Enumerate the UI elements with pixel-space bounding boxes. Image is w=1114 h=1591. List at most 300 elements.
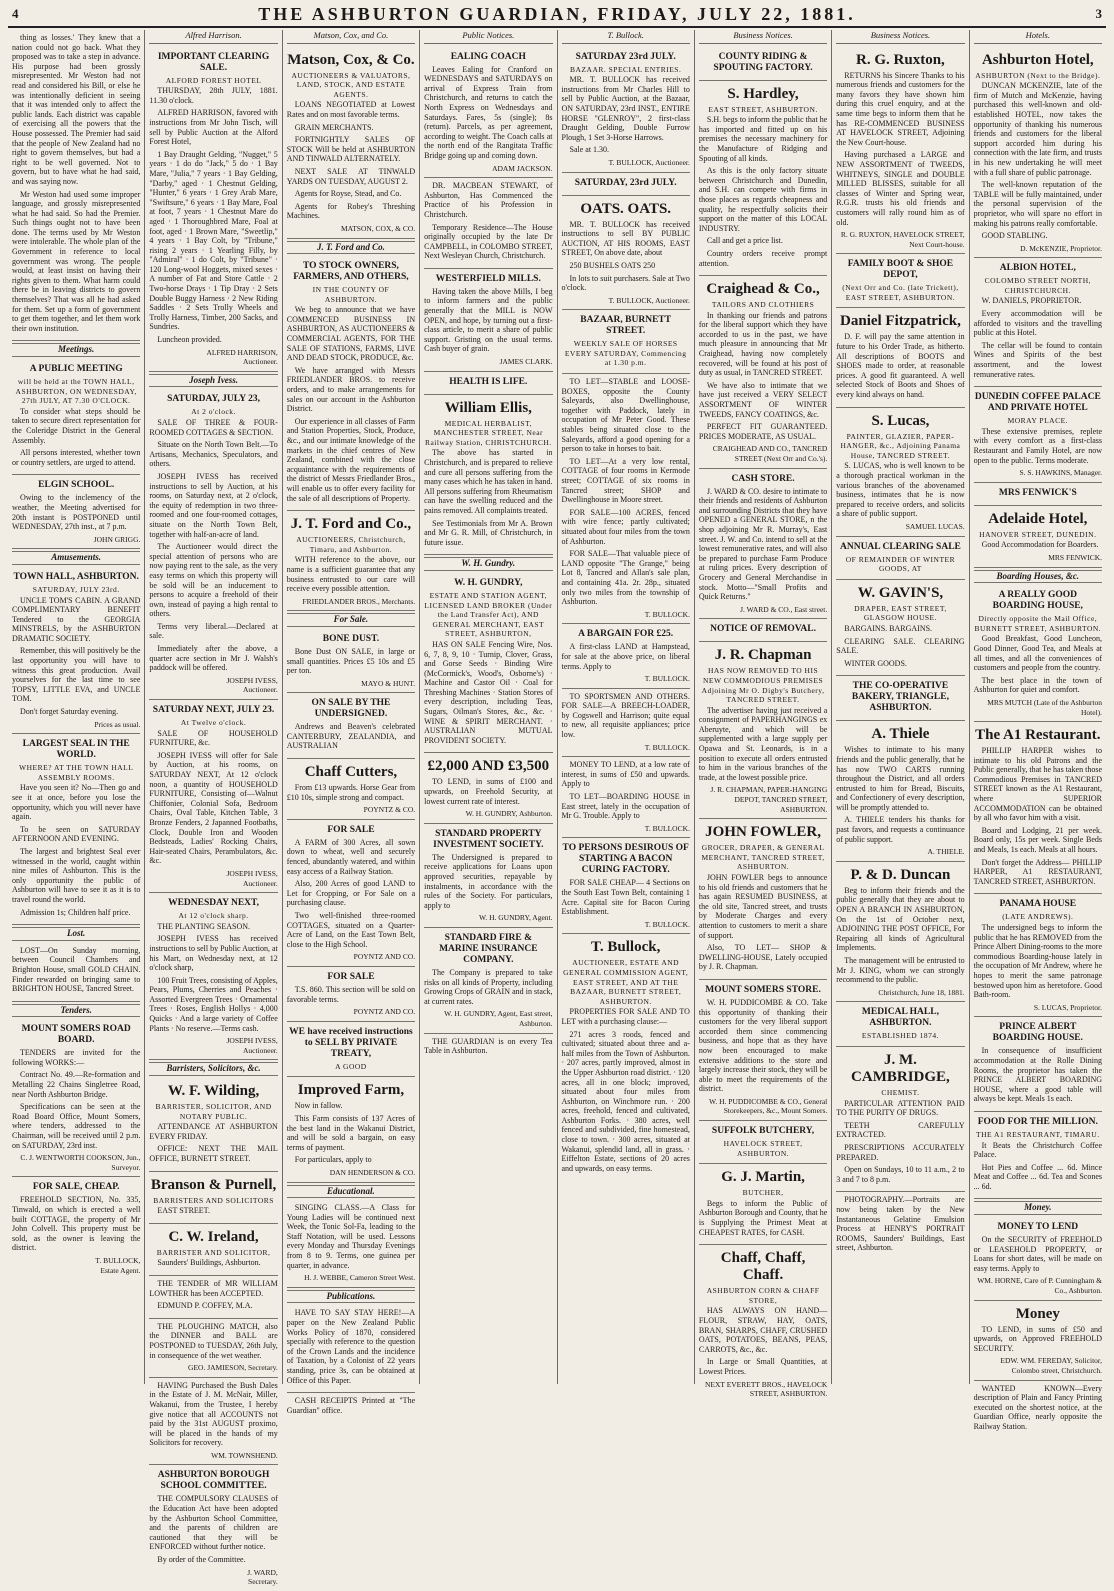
ad-signature [287,597,415,607]
ad-heading: TOWN HALL, ASHBURTON. [13,571,139,582]
ad-paragraph: From £13 upwards. Horse Gear from £10 10s, simple strong and compact. [286,783,416,802]
signature-line: EDW. WM. FEREDAY, Solicitor, Colombo street, Christchurch. [1000,1356,1102,1375]
signature-line: WM. HORNE, Care of P. Cunningham & Co., Ashburton. [977,1276,1102,1296]
advertisement [149,1172,277,1224]
ad-paragraph: THE TENDER of MR WILLIAM LOWTHER has been ACCEPTED. [149,1278,278,1298]
signature-line: JOHN GRIGG. [93,534,141,544]
ad-paragraph: Situate on the North Town Belt.—To Artisans, Mechanics, Speculators, and others. [149,440,278,469]
ad-body [699,1199,827,1237]
advertisement [699,47,827,81]
ad-signature [974,1276,1102,1295]
ad-heading: William Ellis, [444,399,532,416]
ad-subheading: WHERE? AT THE TOWN HALL ASSEMBLY ROOMS. [19,763,134,782]
signature-line: POYNTZ AND CO. [353,1007,416,1017]
ad-paragraph: TEETH CAREFULLY EXTRACTED. [836,1120,965,1140]
ad-body [836,461,964,519]
ad-heading: MONEY TO LEND [997,1222,1079,1233]
ad-paragraph: THE PLOUGHING MATCH, also the DINNER and BALL are POSTPONED to TUESDAY, 26th July, in consequence of the wet weather. [149,1321,278,1360]
ad-heading: Ashburton Hotel, [981,51,1094,68]
ad-paragraph: The above has started in Christchurch, and is prepared to relieve and cure all persons suffering from the many cases which he has taken in hand. All persons suffering from Rheumatism can have the swelling reduced and the pains removed. All complaints treated. [424,448,553,515]
ad-body [12,596,140,717]
ad-paragraph: NEXT SALE AT TINWALD YARDS ON TUESDAY, AUGUST 2. [286,166,416,186]
advertisement [424,928,552,1034]
advertisement [12,943,140,1002]
ad-paragraph: S.H. begs to inform the public that he has imported and fitted up on his premises the necessary machinery for the Manufacture of Ridging and Spouting of all kinds. [698,115,828,163]
ad-body [699,706,827,783]
ad-heading: NOTICE OF REMOVAL. [710,624,816,635]
ad-signature [699,444,827,463]
ad-paragraph: By order of the Committee. [157,1555,246,1565]
ad-paragraph: Having taken the above Mills, I beg to inform farmers and the public generally that the MILL is NOW OPEN, and hope, by turning out a first-class article, to merit a share of public support. Gristing on the usual terms. Cash buyer of grain. [424,286,553,354]
ad-heading: J. T. Ford and Co., [290,516,412,533]
ad-paragraph: TO SPORTSMEN AND OTHERS. FOR SALE—A BREECH-LOADER, by Cogswell and Harrison; quite equal to new, all requisite appliances; price low. [561,691,690,740]
signature-line: MAYO & HUNT. [361,678,416,688]
advertisement [424,47,552,179]
ad-heading: Branson & Purnell, [150,1176,277,1193]
signature-line: T. BULLOCK. [644,609,690,619]
signature-line: ALFRED HARRISON, [206,347,278,357]
section-heading: Boarding Houses, &c. [974,570,1102,584]
ad-paragraph: We have arranged with Messrs FRIEDLANDER BROS. to receive orders, and to make arrangements for sales on our account in the Ashburton District. [286,365,416,414]
ad-paragraph: In lots to suit purchasers. Sale at Two o'clock. [561,273,690,293]
ad-body [149,729,277,866]
ad-paragraph: Leaves Ealing for Cranford on WEDNESDAYS and SATURDAYS on arrival of Express Train from Christchurch, and returns to catch the North Express on Wednesdays and Saturdays. Fares, 5s (single); 8s (return). Parcels, as per agreement, according to weight. The Coach calls at the north end of the Rangitata Traffic Bridge going up and coming down. [424,64,553,160]
advertisement [287,759,415,820]
ad-subheading: At 12 o'clock sharp. [178,911,249,921]
ad-paragraph: PARTICULAR ATTENTION PAID TO THE PURITY OF DRUGS. [836,1098,965,1118]
ad-signature [12,720,140,730]
ad-paragraph: GOOD STABLING. [981,231,1048,241]
ad-body [974,296,1102,379]
advertisement [974,47,1102,259]
ad-paragraph: Luncheon provided. [157,335,222,345]
ad-signature [424,1009,552,1028]
signature-line: DAN HENDERSON & CO. [329,1167,416,1177]
ad-body [287,100,415,221]
ad-subheading: ESTATE AND STATION AGENT, LICENSED LAND BROKER (Under the Land Transfer Act), AND GENERAL MERCHANT, EAST STREET, ASHBURTON, [424,590,553,639]
column-5 [558,30,695,1384]
ad-heading: MOUNT SOMERS ROAD BOARD. [21,1024,131,1046]
ad-paragraph: WINTER GOODS. [844,658,907,668]
signature-line: Prices as usual. [94,719,141,729]
ad-heading: Adelaide Hotel, [988,510,1088,527]
ad-heading: TO STOCK OWNERS, FARMERS, AND OTHERS, [293,261,409,283]
ad-heading: HEALTH IS LIFE. [449,376,528,387]
ad-paragraph: Contract No. 49.—Re-formation and Metalling 22 Chains Singletree Road, near North Ashburton Bridge. [12,1070,141,1099]
ad-body [424,181,552,261]
ad-subheading: MEDICAL HERBALIST, MANCHESTER STREET, Near Railway Station, CHRISTCHURCH. [424,418,552,447]
ad-body [974,923,1102,1000]
signature-line: JAMES CLARK. [499,357,553,367]
signature-line: J. R. CHAPMAN, PAPER-HANGING DEPOT, TANCRED STREET, ASHBURTON. [710,785,828,814]
column-2 [145,30,282,1587]
ad-paragraph: DR. MACBEAN STEWART, of Ashburton, Has Commenced the Practice of his Profession in Christchurch. [424,181,553,219]
ad-heading: C. W. Ireland, [168,1228,259,1245]
signature-line: T. BULLOCK. [644,742,690,752]
ad-signature [562,824,690,834]
ad-paragraph: Country orders receive prompt attention. [698,248,828,268]
ad-signature [974,1356,1102,1375]
ad-paragraph: TO LEND, in sums of £50 and upwards, on Approved FREEHOLD SECURITY. [973,1324,1102,1353]
ad-body [562,1007,690,1173]
newspaper-title: THE ASHBURTON GUARDIAN, FRIDAY, JULY 22, 1881. [258,4,856,24]
ad-paragraph: In Large or Small Quantities, at Lowest Prices. [698,1357,828,1376]
advertisement [974,506,1102,568]
ad-paragraph: Good Accommodation for Boarders. [981,540,1099,550]
signature-line: CRAIGHEAD AND CO., TANCRED STREET (Next Orr and Co.'s). [712,444,828,463]
ad-signature [149,676,277,695]
ad-body [974,1046,1102,1104]
advertisement [12,359,140,475]
ad-body [149,1122,277,1163]
ad-heading: PANAMA HOUSE [999,899,1077,910]
signature-line: SAMUEL LUCAS. [905,521,965,531]
ad-heading: IMPORTANT CLEARING SALE. [157,51,270,73]
advertisement [699,642,827,819]
ad-subheading: BAZAAR. SPECIAL ENTRIES. [570,64,682,74]
ad-signature [12,1256,140,1275]
ad-paragraph: LOST—On Sunday morning, between Council Chambers and Brighton House, small GOLD CHAIN. Finder rewarded on bringing same to BRIGHTON HOUSE, Tancred Street. [12,945,141,994]
ad-signature [974,468,1102,478]
advertisement [836,721,964,862]
signature-line: D. McKENZIE, Proprietor. [1020,243,1102,253]
ad-subheading: HAS NOW REMOVED TO HIS NEW COMMODIOUS PREMISES Adjoining Mr O. Digby's Butchery, TANCRED STREET. [701,666,825,705]
ad-body [424,968,552,1006]
ad-body [287,1396,415,1415]
ad-body [149,1381,277,1448]
ad-paragraph: OFFICE: NEXT THE MAIL OFFICE, BURNETT STREET. [149,1144,278,1163]
ad-paragraph: UNCLE TOM'S CABIN. A GRAND COMPLIMENTARY BENEFIT Tendered to the GEORGIA MINSTRELS, by the ASHBURTON DRAMATIC SOCIETY. [12,595,141,643]
advertisement [836,408,964,537]
signature-line: T. BULLOCK. [644,823,690,833]
ad-paragraph: Bone Dust ON SALE, in large or small quantities. Prices £5 10s and £5 per ton. [286,646,416,676]
ad-heading: S. Hardley, [727,85,799,102]
ad-paragraph: The Auctioneer would direct the special attention of persons who are now paying rent to the sale, as the very easy terms on which this property will be sold will be an inducement to persons to acquire a freehold of their own, instead of paying a high rental to others. [149,542,278,619]
advertisement [974,1112,1102,1200]
ad-paragraph: Don't forget Saturday evening. [20,707,119,717]
ad-heading: W. F. Wilding, [167,1083,260,1100]
advertisement [562,624,690,688]
ad-signature [12,1153,140,1172]
advertisement [562,934,690,1180]
ad-paragraph: Remember, this will positively be the last opportunity you will have to witness this great production. Avail yourselves for the last time to see TOPSY, LITTLE EVA, and UNCLE TOM. [12,646,141,704]
ad-heading: ASHBURTON BOROUGH SCHOOL COMMITTEE. [157,1470,270,1492]
ad-body [287,1203,415,1270]
ad-heading: J. R. Chapman [714,647,812,664]
advertisement [149,700,277,893]
ad-subheading: BARRISTERS AND SOLICITORS [153,1195,274,1205]
ad-paragraph: MONEY TO LEND, at a low rate of interest, in sums of £50 and upwards. Apply to [561,760,690,789]
ad-signature [149,869,277,888]
ad-body [12,783,140,917]
ad-body [287,985,415,1004]
ad-heading: BONE DUST. [322,633,380,644]
ad-subheading: GROCER, DRAPER, & GENERAL MERCHANT, TANCRED STREET, ASHBURTON. [701,843,825,872]
ad-paragraph: CLEARING SALE. CLEARING SALE. [836,636,965,656]
ad-paragraph: Board and Lodging, 21 per week. Board only, 15s per week. Single Beds and Meals, 1s each. Meals at all hours. [973,825,1102,855]
ad-heading: DUNEDIN COFFEE PALACE AND PRIVATE HOTEL [974,392,1101,414]
ad-paragraph: JOHN FOWLER begs to announce to his old friends and customers that he has again RESUMED BUSINESS, at the old site, Tancred street, and trusts by Moderate Charges and every attention to customers to merit a share of support. [698,873,828,940]
advertisement [699,469,827,620]
ad-body [974,1325,1102,1354]
ad-paragraph: TO LEND, in sums of £100 and upwards, on Freehold Security, at lowest current rate of interest. [424,777,553,806]
ad-subheading: (LATE ANDREWS). [1002,912,1074,922]
ad-heading: SATURDAY NEXT, JULY 23. [152,705,275,716]
signature-line: JOSEPH IVESS, [226,1036,278,1046]
ad-heading: A. Thiele [871,726,930,743]
ad-heading: FAMILY BOOT & SHOE DEPOT, [847,259,954,281]
ad-paragraph: The best place in the town of Ashburton for quiet and comfort. [973,675,1102,695]
ad-subheading: Directly opposite the Mail Office, BURNETT STREET, ASHBURTON. [974,614,1102,633]
ad-signature [562,296,690,306]
ad-heading: TO PERSONS DESIROUS OF STARTING A BACON CURING FACTORY. [562,843,689,876]
signature-line: NEXT EVERETT BROS., HAVELOCK STREET, ASHBURTON. [704,1379,828,1399]
ad-subheading: ESTABLISHED 1874. [861,1031,939,1041]
advertisement [836,254,964,308]
ad-heading: Chaff Cutters, [304,764,398,781]
ad-subheading: DRAPER, EAST STREET, GLASGOW HOUSE. [854,603,947,623]
advertisement [287,1200,415,1288]
ad-paragraph: The Company is prepared to take risks on all kinds of Property, including Growing Crops of GRAIN and in stack, at current rates. [424,967,553,1006]
ad-paragraph: Our experience in all classes of Farm and Station Properties, Stock, Produce, &c., and our intimate knowledge of the markets in the chief centres of New Zealand, combined with the close acquaintance with the requirements of the district of Messrs Friedlander Bros., will enable us to offer every facility for the sale of all descriptions of Property. [286,416,416,503]
ad-paragraph: S. LUCAS, who is well known to be a thorough practical workman in the various branches of the abovenamed business, intimates that he is now prepared to receive orders, and solicits a share of public support. [836,461,965,519]
column-3 [283,30,420,1415]
ad-signature [836,988,964,998]
ad-paragraph: Agents for Royse, Stead, and Co. [294,189,402,199]
column-header: Business Notices. [699,30,827,44]
advertisement [424,573,552,754]
ad-body [974,81,1102,241]
advertisement [287,1022,415,1078]
ad-heading: ANNUAL CLEARING SALE [839,541,961,552]
ad-subheading: BARRISTER, SOLICITOR, AND NOTARY PUBLIC. [155,1102,272,1121]
ad-heading: Chaff, Chaff, Chaff. [720,1250,806,1284]
ad-signature [699,1097,827,1116]
ad-paragraph: The undersigned begs to inform the public that he has REMOVED from the Prince Albert Dining-rooms to the more commodious Boarding-house lately in the occupation of Mr Andrew, where he hopes to merit the same patronage bestowed upon him as heretofore. Good Bath-room. [973,923,1102,1000]
ad-subheading: will be held at the TOWN HALL, ASHBURTON, ON WEDNESDAY, 27th JULY, AT 7.30 O'CLOCK. [15,377,137,406]
advertisement [562,310,690,374]
ad-signature [562,920,690,930]
column-6 [695,30,832,1399]
ad-paragraph: Hot Pies and Coffee ... 6d. Mince Meat and Coffee ... 6d. Tea and Scones ... 6d. [973,1162,1102,1191]
advertisement [562,47,690,173]
ad-heading: THE CO-OPERATIVE BAKERY, TRIANGLE, ASHBURTON. [851,681,949,714]
ad-paragraph: A FARM of 300 Acres, all sown down to wheat, well and securely fenced, abundantly watered, and within easy access of a Railway Station. [286,837,416,876]
ad-paragraph: Wishes to intimate to his many friends and the public generally, that he has now TWO CARTS running throughout the District, and all orders entrusted to him for Bread, Biscuits, and Confectionery of every description, will be promptly attended to. [836,745,965,812]
ad-body [974,427,1102,465]
ad-paragraph: BARGAINS. BARGAINS. [844,623,933,633]
signature-line: Secretary. [248,1577,278,1587]
ad-signature [287,952,415,962]
ad-paragraph: HAVE TO SAY STAY HERE!—A paper on the New Zealand Public Works Policy of 1870, considered specially with reference to the question of the Crown Lands and the incidence of Taxation, by a Colonist of 22 years standing, price 3s, can be obtained at Office of this Paper. [286,1308,416,1385]
ad-signature [836,522,964,532]
ad-body [287,305,415,503]
signature-line: POYNTZ & CO. [363,805,416,815]
ad-body [12,493,140,531]
advertisement [699,980,827,1121]
signature-line: W. H. GUNDRY, Agent, East street, Ashburton. [444,1009,553,1028]
ad-paragraph: The largest and brightest Seal ever witnessed in the world, caught within nine miles of Ashburton. This is the only opportunity the public of Ashburton will have to see it as it is to travel round the world. [12,846,141,904]
ad-paragraph: FOR SALE—100 ACRES, fenced with wire fence; partly cultivated; situated about four miles from the town of Ashburton. [561,507,690,546]
section-heading: Tenders. [12,1004,140,1018]
advertisement [287,1305,415,1393]
ad-subheading: ASHBURTON CORN & CHAFF STORE, [706,1286,820,1305]
ad-signature [424,913,552,923]
ad-paragraph: PROPERTIES FOR SALE AND TO LET with a purchasing clause:— [561,1007,690,1026]
ad-subheading: EAST STREET, ASHBURTON. [708,104,818,114]
ad-paragraph: Agents for Robey's Threshing Machines. [286,201,416,221]
ad-paragraph: TO LET—BOARDING HOUSE in East street, lately in the occupation of Mr G. Trouble. Apply to [561,792,690,821]
signature-line: C. J. WENTWORTH COOKSON, Jun., Surveyor. [20,1153,141,1172]
ad-signature [699,785,827,814]
ad-paragraph: THE GUARDIAN is on every Tea Table in Ashburton. [424,1036,553,1056]
ad-subheading: BARRISTER AND SOLICITOR, [156,1247,271,1257]
advertisement [424,269,552,372]
ad-signature [836,230,964,249]
ad-paragraph: Two well-finished three-roomed COTTAGES, situated on a Quarter-Acre of Land, on the East Town Belt, close to the High School. [286,911,416,949]
ad-body [562,75,690,155]
ad-paragraph: CASH RECEIPTS Printed at "The Guardian" office. [286,1396,416,1415]
ad-paragraph: Also, 200 Acres of good LAND to Let for Cropping, or For Sale on a purchasing clause. [286,879,416,908]
signature-line: Auctioneer. [242,685,278,695]
advertisement [836,1002,964,1047]
section-heading: Joseph Ivess. [149,374,277,388]
ad-paragraph: See Testimonials from Mr A. Brown and Mr G. R. Mill, of Christchurch, in future issue. [424,518,553,547]
ad-paragraph: PERFECT FIT GUARANTEED. PRICES MODERATE, AS USUAL. [698,422,828,441]
signature-line: T. BULLOCK. [644,919,690,929]
signature-line: WM. TOWNSHEND. [211,1450,278,1460]
ad-paragraph: Now in fallow. [294,1101,343,1111]
ad-heading: FOR SALE [327,824,375,835]
advertisement [699,619,827,642]
ad-paragraph: J. WARD & CO. desire to intimate to their friends and residents of Ashburton and surrounding Districts that they have OPENED a GENERAL STORE, n the shop adjoining Mr R. Murray's, East street. J. W. and Co. intend to sell at the lowest remunerative rates, and will also be prepared to purchase Farm Produce at ruling prices. Every description of Grocery and General Merchandise in stock. Motto—"Small Profits and Quick Returns." [698,486,828,602]
ad-signature [287,679,415,689]
ad-paragraph: JOSEPH IVESS has received instructions to sell by Auction, at his rooms, on Saturday next, at 2 o'clock, the equity of redemption in two three-roomed and one four-roomed cottages, situate on the North Town Belt, together with half-an-acre of land. [149,471,278,539]
advertisement [699,819,827,980]
advertisement [12,1177,140,1279]
column-header: Public Notices. [424,30,552,44]
ad-heading: ELGIN SCHOOL. [38,480,115,491]
ad-subheading: AUCTIONEERS & VALUATORS, LAND, STOCK, AND ESTATE AGENTS. [291,70,411,99]
ad-heading: SATURDAY, JULY 23, [167,394,261,405]
ad-body [12,407,140,468]
ad-paragraph: PRESCRIPTIONS ACCURATELY PREPARED. [836,1142,965,1162]
ad-signature [149,1568,277,1587]
ad-signature [974,553,1102,563]
ad-paragraph: WANTED KNOWN—Every description of Plain and Fancy Printing executed on the shortest notice, at the Guardian Office, nearly opposite the Railway Station. [973,1383,1102,1431]
ad-heading: EALING COACH [450,51,526,62]
ad-paragraph: On the SECURITY of FREEHOLD or LEASEHOLD PROPERTY, or Loans for short dates, will be made on easy terms. Apply to [973,1235,1102,1273]
ad-signature [149,1451,277,1461]
advertisement [12,734,140,925]
ad-body [562,220,690,293]
ad-paragraph: Good Breakfast, Good Luncheon, Good Dinner, Good Tea, and Meals at all times, and all the conveniences of customers and people from the country. [973,634,1102,673]
ad-paragraph: HAS ALWAYS ON HAND— FLOUR, STRAW, HAY, OATS, BRAN, SHARPS, CHAFF, CRUSHED OATS, POTATOES, BEANS, PEAS, CARROTS, &c., &c. [698,1306,828,1354]
column-header: Hotels. [974,30,1102,44]
ad-paragraph: Call and get a price list. [706,236,783,246]
signature-line: JOSEPH IVESS, [226,675,278,685]
advertisement [287,693,415,759]
ad-paragraph: The management will be entrusted to Mr J. KING, whom we can strongly recommend to the public. [836,956,965,985]
ad-paragraph: FORTNIGHTLY SALES OF STOCK Will be held at ASHBURTON AND TINWALD ALTERNATELY. [286,135,416,164]
advertisement [699,276,827,469]
ad-signature [287,805,415,815]
advertisement [424,372,552,395]
ad-signature [562,674,690,684]
ad-paragraph: THE PLANTING SEASON. [157,921,251,931]
ad-heading: T. Bullock, [591,939,661,956]
advertisement [287,967,415,1022]
ad-body [974,634,1102,695]
ad-body [699,311,827,442]
ad-body [424,287,552,354]
ad-paragraph: TENDERS are invited for the following WORKS:— [12,1048,141,1067]
ad-heading: WESTERFIELD MILLS. [435,273,541,284]
ad-heading: COUNTY RIDING & SPOUTING FACTORY. [713,51,813,73]
ad-paragraph: Beg to inform their friends and the public generally that they are about to OPEN A BRANCH IN ASHBURTON, On the 1st of October next, ADJOINING THE POST OFFICE, For Repairing all kinds of Agricultural Implements. [836,885,965,953]
ad-heading: SUFFOLK BUTCHERY, [711,1126,815,1137]
advertisement [836,862,964,1003]
ad-body [149,1322,277,1360]
ad-subheading: BUTCHER, [742,1188,784,1198]
ad-body [149,1206,277,1216]
ad-signature [974,244,1102,254]
signature-line: H. J. WEBBE, Cameron Street West. [304,1273,416,1283]
ad-body [12,1195,140,1253]
ad-paragraph: PHOTOGRAPHY.—Portraits are now being taken by the New Instantaneous Gelatine Emulsion Process at HENRY'S PORTRAIT ROOMS, Saunders' Buildings, East street, Ashburton. [836,1195,965,1253]
ad-subheading: HANOVER STREET, DUNEDIN. [979,529,1097,539]
ad-subheading: PAINTER, GLAZIER, PAPER-HANGER, &c., Adjoining Panama House, TANCRED STREET. [840,431,961,460]
ad-paragraph: In thanking our friends and patrons for the liberal support which they have accorded to us in the past, we have much pleasure in announcing that Mr Craighead, having now completely recovered, will be found at his post of duty as usual, in TANCRED STREET. [698,310,828,378]
signature-line: J. WARD, [247,1567,278,1577]
ad-subheading: TAILORS AND CLOTHIERS [711,300,815,310]
ad-body [974,1141,1102,1192]
ad-heading: Matson, Cox, & Co. [287,51,415,68]
section-heading: J. T. Ford and Co. [287,241,415,255]
ad-heading: PRINCE ALBERT BOARDING HOUSE. [992,1022,1083,1044]
advertisement [12,475,140,549]
ad-body [424,853,552,911]
ad-paragraph: THE COMPULSORY CLAUSES of the Education Act have been adopted by the Ashburton School Committee, and the parents of children are cautioned that they will be ENFORCED without further notice. [149,1494,278,1552]
ad-body [287,647,415,676]
ad-heading: J. M. CAMBRIDGE, [851,1051,950,1085]
ad-paragraph: HAS ON SALE Fencing Wire, Nos. 6, 7, 8, 9, 10 · Turnip, Clover, Grass, and Gorse Seeds · Binding Wire (McCormick's, Wood's, Osborne's) · Machine and Castor Oil · Coal for Threshing Machines · Station Stores of every description, including Teas, Sugars, Oilman's Stores, &c., &c. · WINE & SPIRIT MERCHANT. · AUSTRALIAN MUTUAL PROVIDENT SOCIETY. [424,639,553,745]
advertisement [12,30,140,341]
section-heading: For Sale. [287,613,415,627]
ad-heading: W. H. GUNDRY, [454,577,523,588]
advertisement [287,629,415,693]
ad-subheading: (Next Orr and Co. (late Trickett), EAST STREET, ASHBURTON. [842,283,959,302]
section-heading: Lost. [12,927,140,941]
ad-body [562,760,690,821]
ad-paragraph: JOSEPH IVESS has received instructions to sell by Public Auction, at his Mart, on Wednesday next, at 12 o'clock sharp, [149,934,278,973]
ad-signature [974,1003,1102,1013]
ad-body [699,115,827,268]
advertisement [149,389,277,700]
ad-body [287,722,415,751]
ad-heading: Improved Farm, [297,1082,405,1099]
ad-signature [562,158,690,168]
ad-heading: ALBION HOTEL, [999,263,1076,274]
ad-paragraph: Have you seen it? No—Then go and see it at once, before you lose the opportunity, which you will never have again. [12,783,141,822]
ad-heading: £2,000 AND £3,500 [427,758,550,775]
signature-line: FRIEDLANDER BROS., Merchants. [302,596,416,606]
ad-body [699,1306,827,1376]
column-7 [832,30,969,1384]
ad-paragraph: HAVING Purchased the Bush Dales in the Estate of J. M. McNair, Miller, Wakanui, from the Trustee, I hereby give notice that all ACCOUNTS not paid by the 31st AUGUST proximo, will be placed in the hands of my Solicitors for recovery. [149,1380,278,1448]
ad-paragraph: Andrews and Beaven's celebrated CANTERBURY, ZEALANDIA, and AUSTRALIAN [286,722,416,751]
ad-body [836,1099,964,1185]
